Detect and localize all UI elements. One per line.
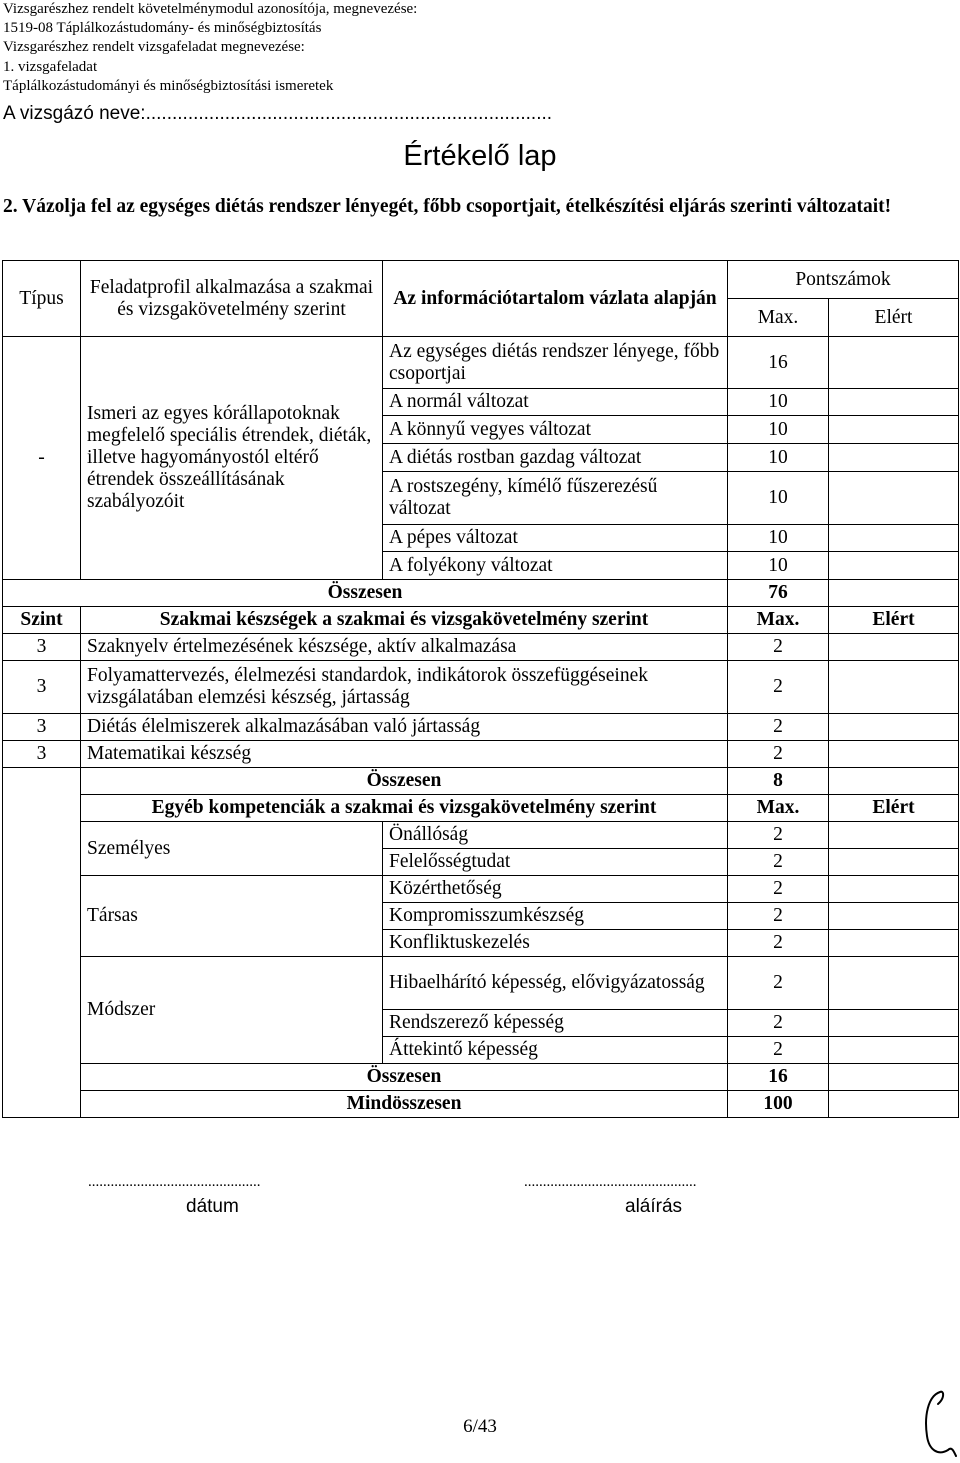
page-number: 6/43 (463, 1416, 497, 1437)
achieved-cell (829, 337, 959, 389)
competency-item: Közérthetőség (383, 876, 728, 903)
max-value: 10 (728, 389, 829, 416)
achieved-header: Elért (829, 607, 959, 634)
header-line: Táplálkozástudományi és minőségbiztosítási ismeretek (3, 77, 334, 94)
achieved-header: Elért (829, 795, 959, 822)
skill-level: 3 (3, 634, 81, 661)
competency-item: Áttekintő képesség (383, 1037, 728, 1064)
achieved-cell (829, 552, 959, 580)
profile-text: Ismeri az egyes kórállapotoknak megfelelő speciális étrendek, diéták, illetve hagyományostól eltérő étrendek összeállításának szabályozóit (81, 337, 383, 580)
competency-item: Önállóság (383, 822, 728, 849)
competency-item: Rendszerező képesség (383, 1010, 728, 1037)
achieved-cell (829, 1037, 959, 1064)
info-row: A folyékony változat (383, 552, 728, 580)
max-value: 10 (728, 416, 829, 444)
max-value: 2 (728, 1010, 829, 1037)
task-statement: 2. Vázolja fel az egységes diétás rendszer lényegét, főbb csoportjait, ételkészítési eljárás szerinti változatait! (3, 196, 892, 217)
achieved-cell (829, 876, 959, 903)
max-value: 10 (728, 552, 829, 580)
max-header: Max. (728, 607, 829, 634)
max-value: 2 (728, 661, 829, 714)
achieved-cell (829, 741, 959, 768)
profile-header: Feladatprofil alkalmazása a szakmai és vizsgakövetelmény szerint (81, 261, 383, 337)
signature-line: .............................................. (524, 1174, 697, 1190)
achieved-cell (829, 525, 959, 552)
max-value: 2 (728, 822, 829, 849)
skill-level: 3 (3, 661, 81, 714)
level-blank-column (3, 768, 81, 1118)
points-header: Pontszámok (728, 261, 959, 299)
group-label-method: Módszer (81, 957, 383, 1064)
header-line: Vizsgarészhez rendelt követelménymodul azonosítója, megnevezése: (3, 1, 418, 17)
achieved-cell (829, 1010, 959, 1037)
subtotal-value: 8 (728, 768, 829, 795)
handwritten-mark-icon (918, 1386, 958, 1458)
group-label-social: Társas (81, 876, 383, 957)
examinee-name-line: A vizsgázó neve:............................................................................. (3, 103, 553, 124)
skill-text: Szaknyelv értelmezésének készsége, aktív alkalmazása (81, 634, 728, 661)
achieved-cell (829, 634, 959, 661)
achieved-cell (829, 444, 959, 472)
competency-item: Felelősségtudat (383, 849, 728, 876)
header-line: Vizsgarészhez rendelt vizsgafeladat megnevezése: (3, 39, 305, 56)
group-label-personal: Személyes (81, 822, 383, 876)
evaluation-table (2, 260, 959, 1118)
skill-text: Folyamattervezés, élelmezési standardok, indikátorok összefüggéseinek vizsgálatában elemzési készség, jártasság (81, 661, 728, 714)
info-row: A könnyű vegyes változat (383, 416, 728, 444)
info-header: Az információtartalom vázlata alapján (383, 261, 728, 337)
competency-item: Kompromisszumkészség (383, 903, 728, 930)
level-header: Szint (3, 607, 81, 634)
other-competencies-header: Egyéb kompetenciák a szakmai és vizsgakövetelmény szerint (81, 795, 728, 822)
grand-total-label: Mindösszesen (81, 1091, 728, 1118)
type-value: - (3, 337, 81, 580)
date-line: .............................................. (88, 1174, 261, 1190)
signature-label: aláírás (625, 1196, 683, 1217)
competency-item: Konfliktuskezelés (383, 930, 728, 957)
achieved-cell (829, 849, 959, 876)
max-value: 2 (728, 903, 829, 930)
achieved-header: Elért (829, 299, 959, 337)
max-value: 2 (728, 714, 829, 741)
info-row: Az egységes diétás rendszer lényege, főbb csoportjai (383, 337, 728, 389)
document-header (3, 0, 417, 96)
achieved-cell (829, 1091, 959, 1118)
achieved-cell (829, 416, 959, 444)
subtotal-label: Összesen (3, 580, 728, 607)
max-value: 2 (728, 876, 829, 903)
skill-text: Diétás élelmiszerek alkalmazásában való jártasság (81, 714, 728, 741)
page-title: Értékelő lap (403, 140, 557, 172)
type-header: Típus (3, 261, 81, 337)
date-label: dátum (186, 1196, 239, 1217)
achieved-cell (829, 1064, 959, 1091)
achieved-cell (829, 903, 959, 930)
max-value: 10 (728, 525, 829, 552)
achieved-cell (829, 822, 959, 849)
skill-level: 3 (3, 741, 81, 768)
max-value: 2 (728, 634, 829, 661)
info-row: A normál változat (383, 389, 728, 416)
achieved-cell (829, 580, 959, 607)
subtotal-value: 16 (728, 1064, 829, 1091)
subtotal-value: 76 (728, 580, 829, 607)
achieved-cell (829, 930, 959, 957)
max-header: Max. (728, 795, 829, 822)
max-value: 2 (728, 1037, 829, 1064)
max-header: Max. (728, 299, 829, 337)
achieved-cell (829, 661, 959, 714)
skill-text: Matematikai készség (81, 741, 728, 768)
grand-total-value: 100 (728, 1091, 829, 1118)
achieved-cell (829, 389, 959, 416)
info-row: A pépes változat (383, 525, 728, 552)
info-row: A rostszegény, kímélő fűszerezésű változat (383, 472, 728, 525)
info-row: A diétás rostban gazdag változat (383, 444, 728, 472)
header-line: 1519-08 Táplálkozástudomány- és minőségbiztosítás (3, 20, 322, 37)
achieved-cell (829, 957, 959, 1010)
achieved-cell (829, 768, 959, 795)
max-value: 10 (728, 444, 829, 472)
max-value: 2 (728, 930, 829, 957)
max-value: 10 (728, 472, 829, 525)
subtotal-label: Összesen (81, 1064, 728, 1091)
max-value: 16 (728, 337, 829, 389)
competency-item: Hibaelhárító képesség, elővigyázatosság (383, 957, 728, 1010)
header-line: 1. vizsgafeladat (3, 58, 98, 75)
skill-level: 3 (3, 714, 81, 741)
achieved-cell (829, 714, 959, 741)
max-value: 2 (728, 957, 829, 1010)
achieved-cell (829, 472, 959, 525)
max-value: 2 (728, 741, 829, 768)
skills-header: Szakmai készségek a szakmai és vizsgakövetelmény szerint (81, 607, 728, 634)
subtotal-label: Összesen (81, 768, 728, 795)
max-value: 2 (728, 849, 829, 876)
